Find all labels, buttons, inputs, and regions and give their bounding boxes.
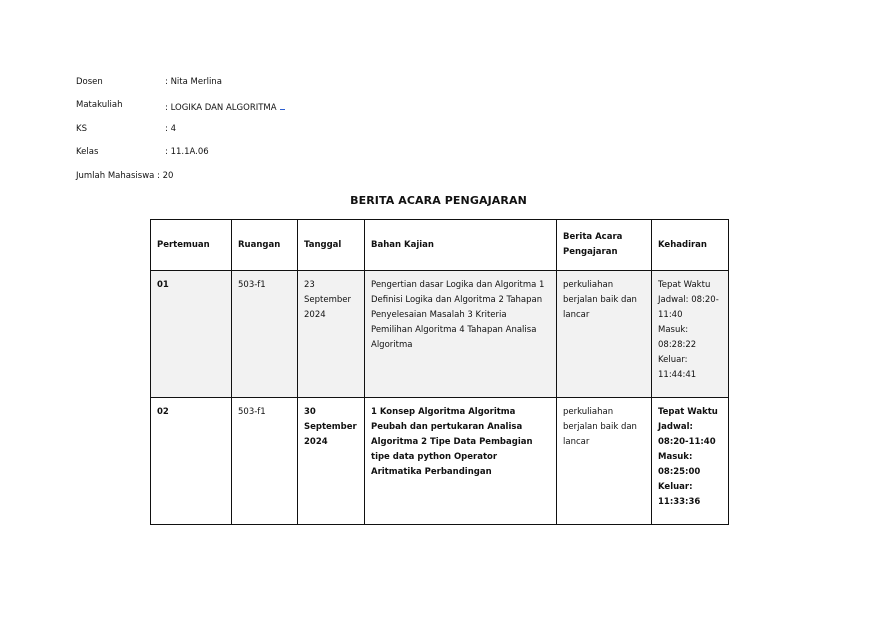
cell-bahan-kajian: 1 Konsep Algoritma Algoritma Peubah dan pertukaran Analisa Algoritma 2 Tipe Data Pembagian tipe data python Operator Aritmatika Perbandingan <box>365 398 557 525</box>
table-row <box>151 398 729 525</box>
dosen-label: Dosen <box>76 77 103 87</box>
header-berita-acara: Berita Acara Pengajaran <box>557 220 652 271</box>
header-bahan-kajian: Bahan Kajian <box>365 220 557 271</box>
kehadiran-jadwal: Jadwal: 08:20-11:40 <box>658 422 716 447</box>
cell-berita-acara: perkuliahan berjalan baik dan lancar <box>557 398 652 525</box>
matakuliah-value: : LOGIKA DAN ALGORITMA <box>165 103 277 113</box>
kehadiran-keluar: Keluar: 11:33:36 <box>658 482 701 507</box>
kelas-value: : 11.1A.06 <box>165 147 209 157</box>
kehadiran-masuk: Masuk: 08:25:00 <box>658 452 701 477</box>
ks-value: : 4 <box>165 124 176 134</box>
underline-mark <box>280 100 285 110</box>
page-title: BERITA ACARA PENGAJARAN <box>350 194 527 207</box>
header-ruangan: Ruangan <box>232 220 298 271</box>
berita-acara-table <box>150 219 729 525</box>
kelas-label: Kelas <box>76 147 99 157</box>
cell-kehadiran <box>652 398 729 525</box>
kehadiran-masuk: Masuk: 08:28:22 <box>658 325 697 350</box>
header-pertemuan: Pertemuan <box>151 220 232 271</box>
kehadiran-jadwal: Jadwal: 08:20-11:40 <box>658 295 719 320</box>
cell-pertemuan: 01 <box>151 271 232 398</box>
ks-label: KS <box>76 124 87 134</box>
header-kehadiran: Kehadiran <box>652 220 729 271</box>
kehadiran-keluar: Keluar: 11:44:41 <box>658 355 697 380</box>
cell-ruangan: 503-f1 <box>232 398 298 525</box>
header-tanggal: Tanggal <box>298 220 365 271</box>
cell-pertemuan: 02 <box>151 398 232 525</box>
cell-tanggal: 30 September 2024 <box>298 398 365 525</box>
jumlah-label-text: Jumlah Mahasiswa <box>76 171 155 181</box>
table-header-row <box>151 220 729 271</box>
cell-tanggal: 23 September 2024 <box>298 271 365 398</box>
jumlah-value: : 20 <box>157 171 174 181</box>
kehadiran-status: Tepat Waktu <box>658 407 718 417</box>
cell-berita-acara: perkuliahan berjalan baik dan lancar <box>557 271 652 398</box>
cell-bahan-kajian: Pengertian dasar Logika dan Algoritma 1 Definisi Logika dan Algoritma 2 Tahapan Penyelesaian Masalah 3 Kriteria Pemilihan Algoritma 4 Tahapan Analisa Algoritma <box>365 271 557 398</box>
jumlah-label <box>76 171 173 181</box>
matakuliah-value-wrap <box>165 100 285 113</box>
cell-ruangan: 503-f1 <box>232 271 298 398</box>
table-row <box>151 271 729 398</box>
kehadiran-status: Tepat Waktu <box>658 280 711 290</box>
dosen-value: : Nita Merlina <box>165 77 222 87</box>
matakuliah-label: Matakuliah <box>76 100 123 110</box>
cell-kehadiran <box>652 271 729 398</box>
